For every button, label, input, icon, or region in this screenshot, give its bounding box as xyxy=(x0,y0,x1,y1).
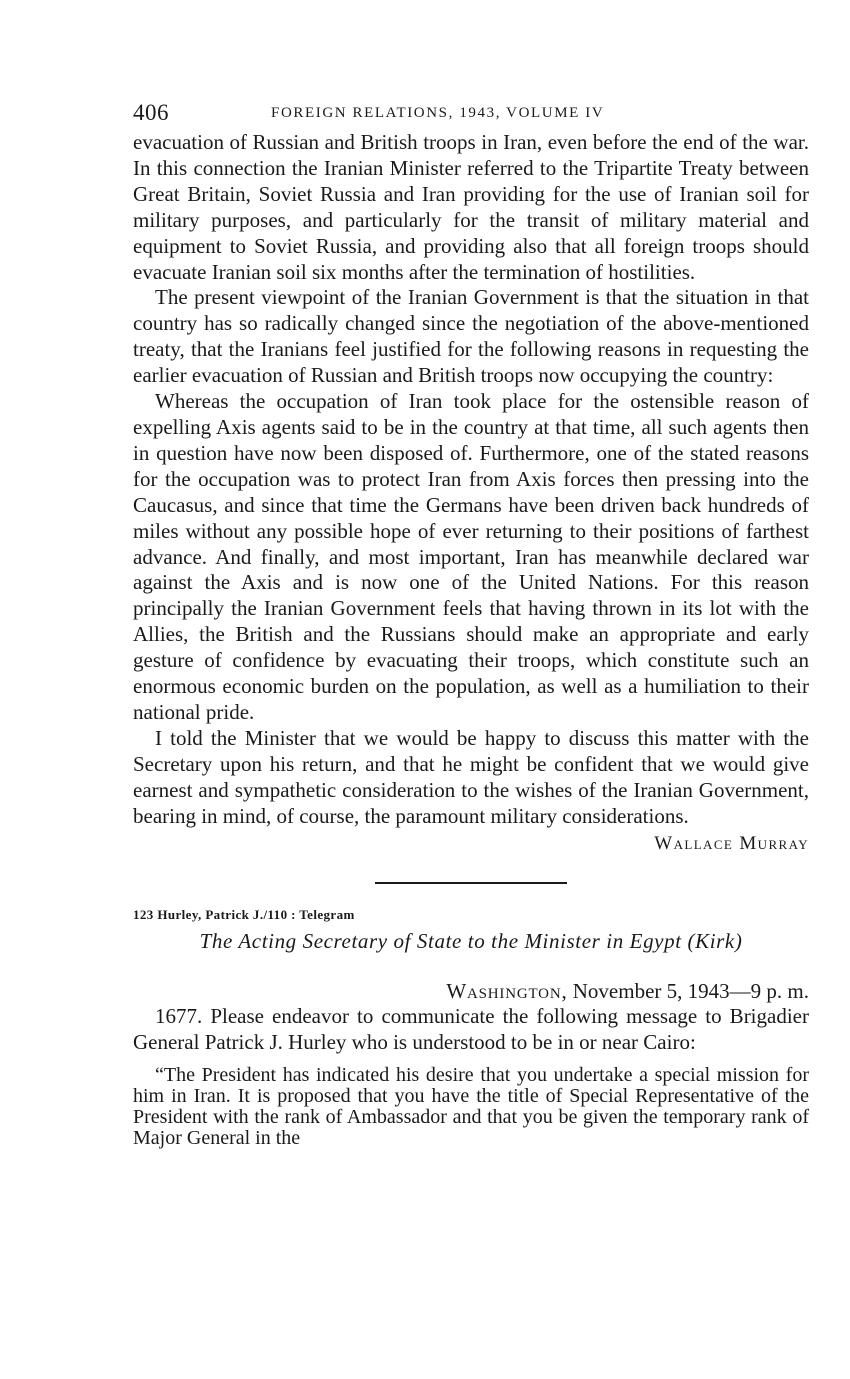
running-title: FOREIGN RELATIONS, 1943, VOLUME IV xyxy=(271,105,605,121)
dateline-place: Washington, xyxy=(446,979,568,1004)
running-header xyxy=(133,96,809,130)
dateline-date: November 5, 1943—9 p. m. xyxy=(567,979,809,1004)
document-page xyxy=(133,96,809,1149)
memorandum-body xyxy=(133,130,809,829)
message-paragraph: “The President has indicated his desire that you undertake a special mission for him in Iran. It is proposed that you have the title of Special Representative of the President with the rank of Ambassador and that you be given the temporary rank of Major General in the xyxy=(133,1064,809,1150)
memo-paragraph-1: evacuation of Russian and British troops in Iran, even before the end of the war. In this connection the Iranian Minister referred to the Tripartite Treaty between Great Britain, Soviet Russia and Iran providing for the use of Iranian soil for military purposes, and particularly for the transit of military material and equipment to Soviet Russia, and providing also that all foreign troops should evacuate Iranian soil six months after the termination of hostilities. xyxy=(133,130,809,284)
page-number: 406 xyxy=(133,100,169,125)
memo-paragraph-3: Whereas the occupation of Iran took place for the ostensible reason of expelling Axis agents said to be in the country at that time, all such agents then in question have now been disposed of. Furthermore, one of the stated reasons for the occupation was to protect Iran from Axis forces then pressing into the Caucasus, and since that time the Germans have been driven back hundreds of miles without any possible hope of ever returning to their positions of farthest advance. And finally, and most important, Iran has meanwhile declared war against the Axis and is now one of the United Nations. For this reason principally the Iranian Government feels that having thrown in its lot with the Allies, the British and the Russians should make an appropriate and early gesture of confidence by evacuating their troops, which constitute such an enormous economic burden on the population, as well as a humiliation to their national pride. xyxy=(133,389,809,724)
memo-paragraph-4: I told the Minister that we would be happy to discuss this matter with the Secretary upon his return, and that he might be confident that we would give earnest and sympathetic consideration to the wishes of the Iranian Government, bearing in mind, of course, the paramount military considerations. xyxy=(133,725,809,828)
telegram-opening: 1677. Please endeavor to communicate the following message to Brigadier General Patrick J. Hurley who is understood to be in or near Cairo: xyxy=(133,1004,809,1055)
dateline xyxy=(133,979,809,1004)
signature: Wallace Murray xyxy=(654,833,809,855)
memo-paragraph-2: The present viewpoint of the Iranian Government is that the situation in that country has so radically changed since the negotiation of the above-mentioned treaty, that the Iranians feel justified for the following reasons in requesting the earlier evacuation of Russian and British troops now occupying the country: xyxy=(133,285,809,388)
file-reference: 123 Hurley, Patrick J./110 : Telegram xyxy=(133,907,355,923)
section-divider xyxy=(375,882,567,884)
quoted-message xyxy=(133,1065,809,1149)
telegram-body xyxy=(133,1004,809,1056)
document-title: The Acting Secretary of State to the Minister in Egypt (Kirk) xyxy=(199,929,743,954)
